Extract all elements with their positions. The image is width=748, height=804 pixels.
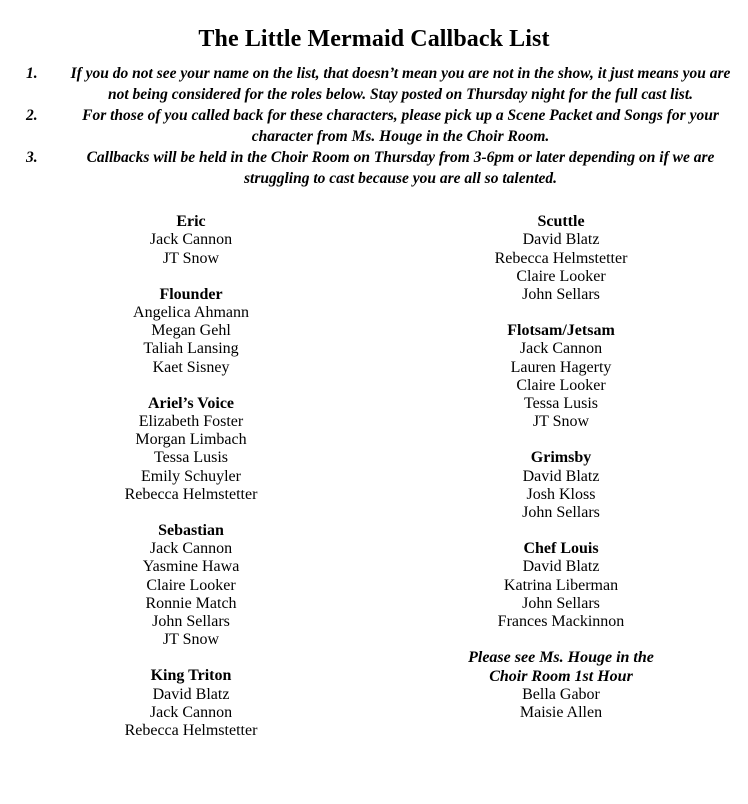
cast-member: Rebecca Helmstetter [124,721,258,739]
cast-member: Yasmine Hawa [142,558,240,576]
role-group-scuttle [374,213,748,304]
cast-member: Elizabeth Foster [138,412,244,430]
role-title: King Triton [150,667,232,685]
cast-member: Tessa Lusis [154,449,228,467]
role-group-king-triton [8,667,374,740]
role-title: Sebastian [158,521,224,539]
instruction-number: 2. [26,107,38,125]
instruction-item [0,148,748,189]
role-group-flounder [8,286,374,377]
cast-member: Bella Gabor [522,686,600,704]
cast-column-left [0,213,374,740]
cast-member: Jack Cannon [149,703,233,721]
cast-member: JT Snow [162,631,220,649]
role-title: Flotsam/Jetsam [507,322,615,340]
instruction-item [0,106,748,147]
cast-member: Tessa Lusis [524,394,598,412]
cast-member: John Sellars [522,594,600,612]
cast-member: Lauren Hagerty [510,358,612,376]
cast-member: David Blatz [522,558,600,576]
role-title: Flounder [159,285,223,303]
role-group-chef-louis [374,540,748,631]
cast-member: Taliah Lansing [143,340,239,358]
cast-member: Kaet Sisney [152,358,230,376]
closing-note-heading [374,649,748,686]
instruction-number: 1. [26,65,38,83]
cast-member: David Blatz [522,231,600,249]
cast-column-right [374,213,748,740]
role-title: Grimsby [530,449,592,467]
cast-member: Claire Looker [516,267,606,285]
cast-member: Katrina Liberman [503,576,619,594]
instruction-text: For those of you called back for these characters, please pick up a Scene Packet and Songs for your character from Ms. Houge in the Choir Room. [82,107,719,145]
closing-note-line-2: Choir Room 1st Hour [489,667,633,685]
cast-member: Claire Looker [146,576,236,594]
cast-member: Frances Mackinnon [497,612,625,630]
page-title: The Little Mermaid Callback List [198,26,550,52]
cast-member: David Blatz [522,467,600,485]
cast-member: Rebecca Helmstetter [124,485,258,503]
role-group-eric [8,213,374,268]
cast-member: Megan Gehl [151,322,231,340]
role-group-sebastian [8,522,374,649]
cast-member: John Sellars [522,503,600,521]
instruction-text: Callbacks will be held in the Choir Room on Thursday from 3-6pm or later depending on if we are struggling to cast because you are all so talented. [86,149,715,187]
cast-member: Maisie Allen [519,704,603,722]
cast-columns [0,213,748,740]
cast-member: John Sellars [522,285,600,303]
role-title: Ariel’s Voice [147,394,235,412]
cast-member: Emily Schuyler [141,467,241,485]
instruction-item [0,64,748,105]
cast-member: JT Snow [162,249,220,267]
closing-note-line-1: Please see Ms. Houge in the [468,649,654,667]
cast-member: Morgan Limbach [135,431,247,449]
cast-member: John Sellars [152,612,230,630]
cast-member: Ronnie Match [145,594,237,612]
cast-member: Claire Looker [516,376,606,394]
cast-member: Jack Cannon [519,340,603,358]
role-group-grimsby [374,449,748,522]
closing-note-group [374,649,748,722]
cast-member: Jack Cannon [149,231,233,249]
role-title: Eric [176,213,206,231]
cast-member: Angelica Ahmann [133,303,249,321]
cast-member: JT Snow [532,413,590,431]
role-group-ariels-voice [8,395,374,504]
instruction-text: If you do not see your name on the list, that doesn’t mean you are not in the show, it just means you are not being considered for the roles below. Stay posted on Thursday night for the full cast list. [70,65,731,103]
role-group-flotsam-jetsam [374,322,748,431]
role-title: Chef Louis [523,540,599,558]
role-title: Scuttle [537,213,585,231]
instructions-list [0,64,748,189]
cast-member: Rebecca Helmstetter [494,249,628,267]
cast-member: David Blatz [152,685,230,703]
cast-member: Josh Kloss [526,485,596,503]
instruction-number: 3. [26,149,38,167]
cast-member: Jack Cannon [149,540,233,558]
